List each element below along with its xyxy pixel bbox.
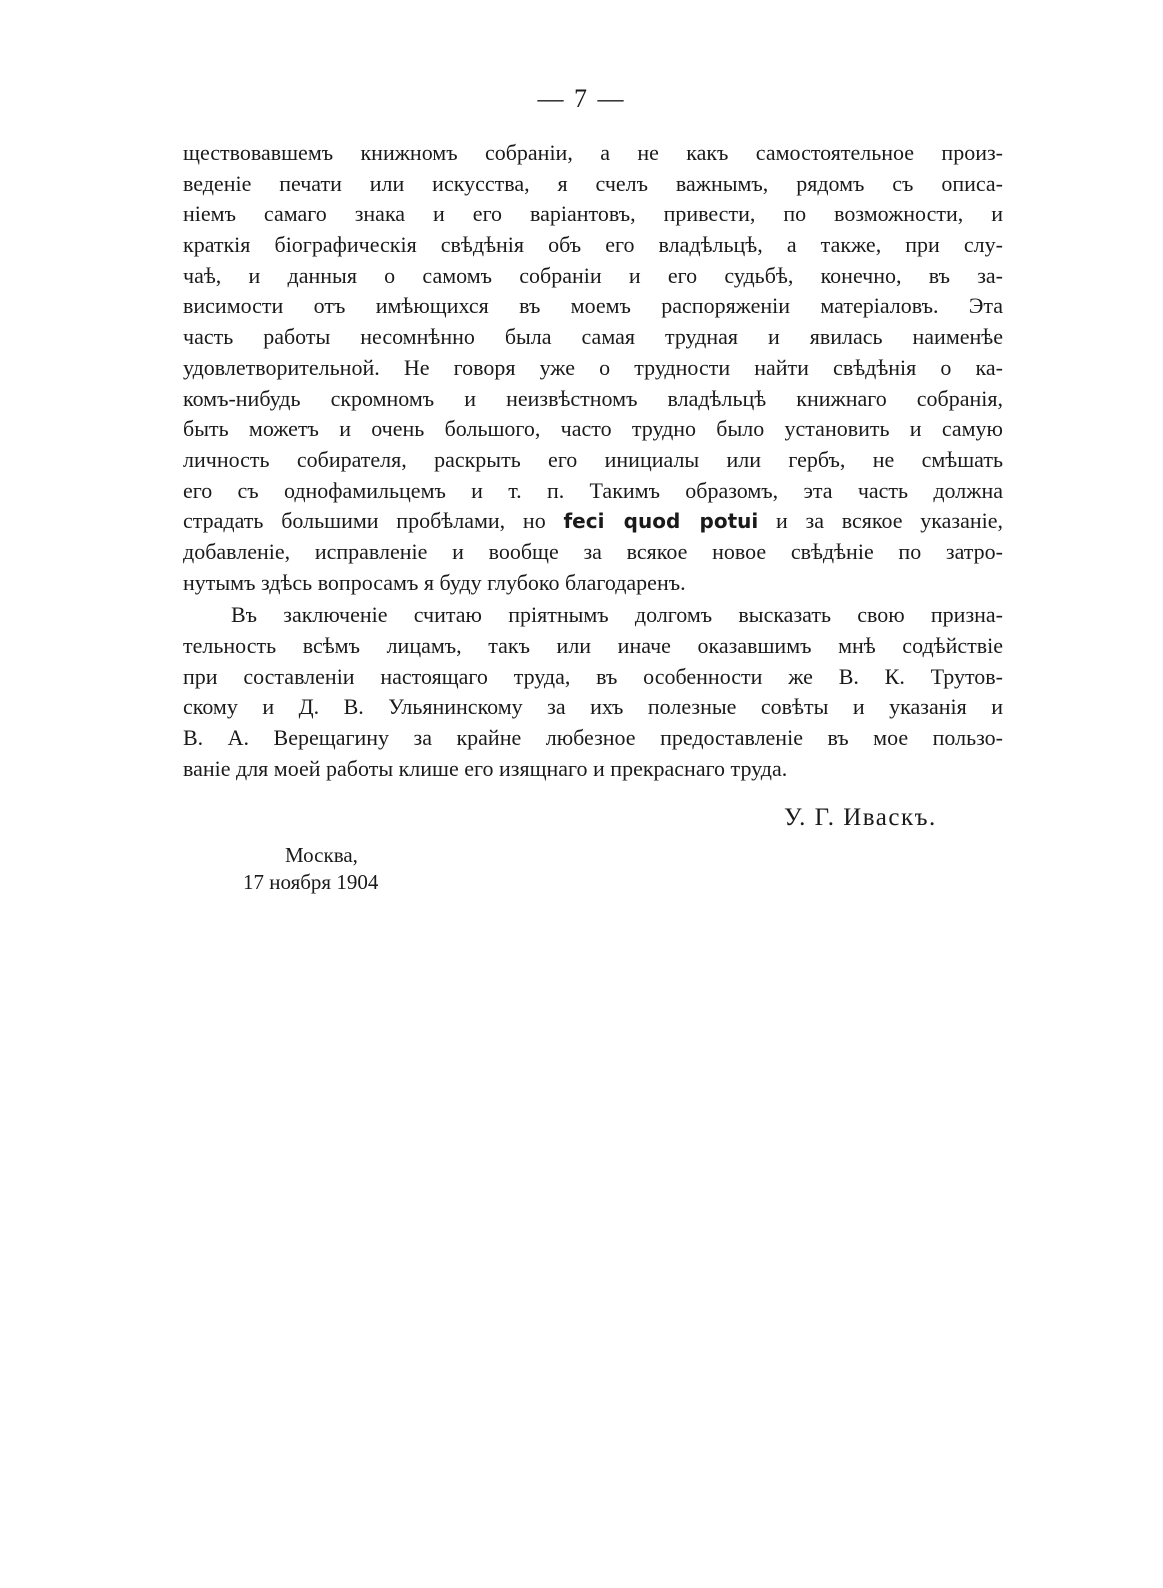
text-line: при составленіи настоящаго труда, въ особенности же В. К. Трутов- xyxy=(183,663,1003,689)
text-line: веденіе печати или искусства, я счелъ важнымъ, рядомъ съ описа- xyxy=(183,170,1003,196)
body-text xyxy=(183,138,1003,784)
place-of-writing: Москва, xyxy=(285,843,358,867)
text-line: тельность всѣмъ лицамъ, такъ или иначе оказавшимъ мнѣ содѣйствіе xyxy=(183,633,1003,658)
text-line: краткія біографическія свѣдѣнія объ его владѣльцѣ, а также, при слу- xyxy=(183,232,1003,258)
text-line: удовлетворительной. Не говоря уже о трудности найти свѣдѣнія о ка- xyxy=(183,354,1003,380)
text-line: его съ однофамильцемъ и т. п. Такимъ образомъ, эта часть должна xyxy=(183,477,1003,503)
text-line: Въ заключеніе считаю пріятнымъ долгомъ высказать свою призна- xyxy=(231,602,1003,628)
text-line: висимости отъ имѣющихся въ моемъ распоряженіи матеріаловъ. Эта xyxy=(183,293,1003,319)
text-line-with-latin xyxy=(183,506,1003,537)
text-line: В. А. Верещагину за крайне любезное предоставленіе въ мое пользо- xyxy=(183,725,1003,751)
text-line: ществовавшемъ книжномъ собраніи, а не какъ самостоятельное произ- xyxy=(183,140,1003,165)
text-segment: страдать большими пробѣлами, но xyxy=(183,508,564,534)
text-segment: и за всякое указаніе, xyxy=(758,508,1003,534)
text-line: комъ-нибудь скромномъ и неизвѣстномъ владѣльцѣ книжнаго собранія, xyxy=(183,385,1003,411)
text-line: чаѣ, и данныя о самомъ собраніи и его судьбѣ, конечно, въ за- xyxy=(183,262,1003,288)
text-line: быть можетъ и очень большого, часто трудно было установить и самую xyxy=(183,416,1003,442)
text-line: ваніе для моей работы клише его изящнаго и прекраснаго труда. xyxy=(183,755,788,781)
text-line: добавленіе, исправленіе и вообще за всякое новое свѣдѣніе по затро- xyxy=(183,538,1003,564)
text-line: нутымъ здѣсь вопросамъ я буду глубоко благодаренъ. xyxy=(183,569,686,595)
text-line: ніемъ самаго знака и его варіантовъ, привести, по возможности, и xyxy=(183,201,1003,227)
page-number: — 7 — xyxy=(537,84,626,113)
text-line: личность собирателя, раскрыть его инициалы или гербъ, не смѣшать xyxy=(183,446,1003,472)
date-of-writing: 17 ноября 1904 xyxy=(243,870,379,894)
text-line: скому и Д. В. Ульянинскому за ихъ полезные совѣты и указанія и xyxy=(183,694,1003,720)
latin-phrase: feci quod potui xyxy=(563,509,759,534)
author-signature: У. Г. Иваскъ. xyxy=(784,804,937,831)
text-line: часть работы несомнѣнно была самая трудная и явилась наименѣе xyxy=(183,324,1003,350)
